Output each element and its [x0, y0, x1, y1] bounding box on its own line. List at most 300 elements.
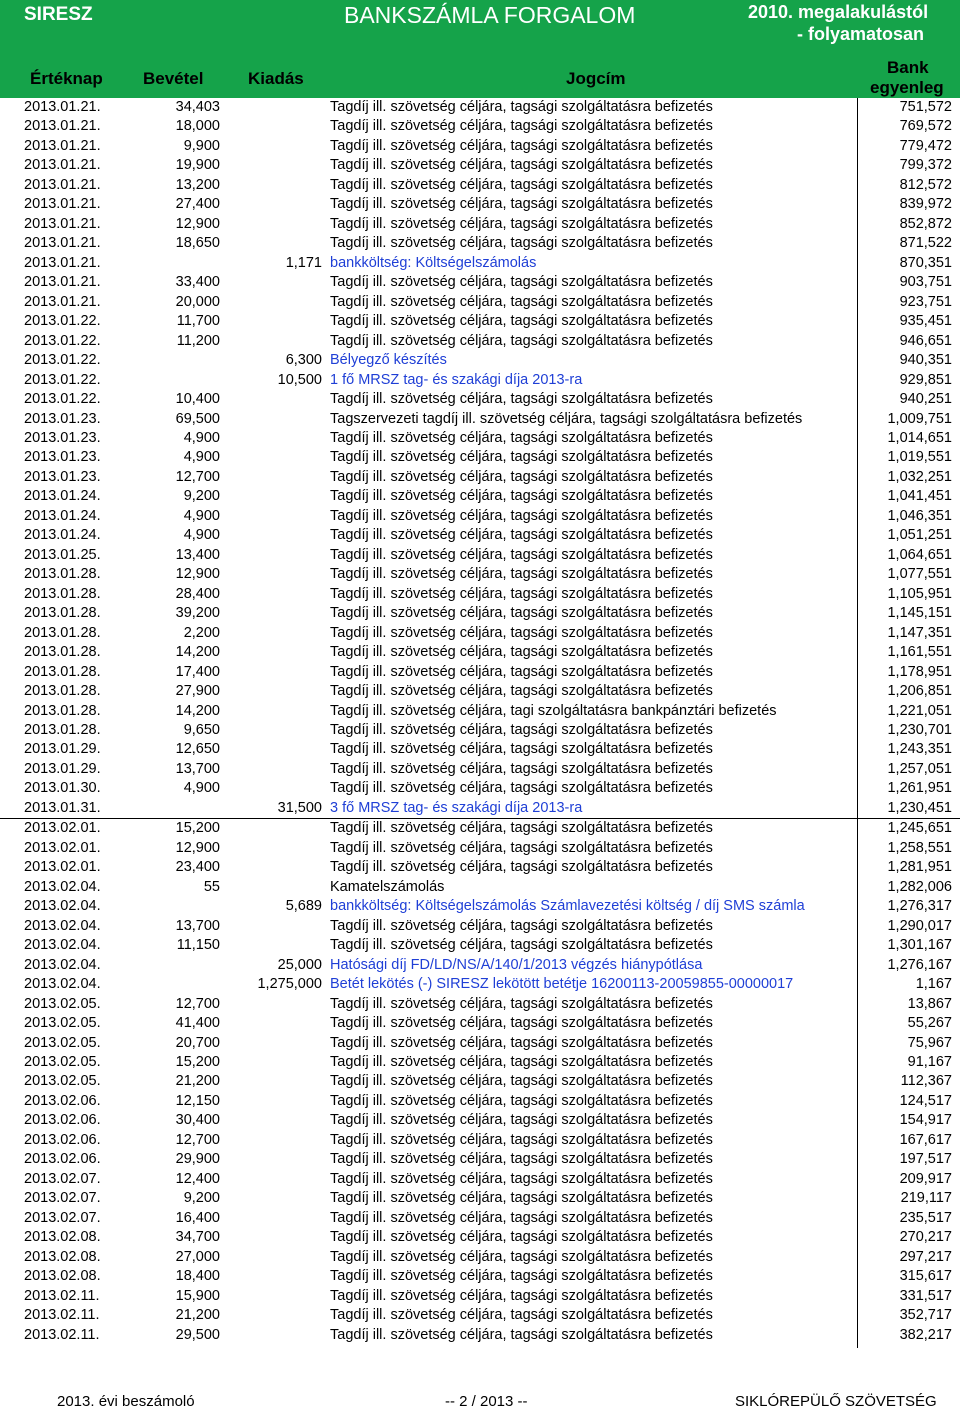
table-row	[0, 1014, 960, 1033]
table-row	[0, 215, 960, 234]
cell-description: Tagdíj ill. szövetség céljára, tagsági szolgáltatásra befizetés	[330, 1170, 713, 1187]
cell-description: Tagdíj ill. szövetség céljára, tagsági szolgáltatásra befizetés	[330, 1229, 713, 1246]
period-label-line2: - folyamatosan	[797, 24, 925, 44]
cell-date: 2013.01.24.	[24, 527, 101, 544]
cell-balance: 1,301,167	[887, 937, 952, 954]
cell-income: 34,700	[175, 1229, 220, 1246]
cell-date: 2013.01.21.	[24, 235, 101, 252]
cell-description: Tagdíj ill. szövetség céljára, tagsági szolgáltatásra befizetés	[330, 1209, 713, 1226]
cell-balance: 112,367	[900, 1073, 952, 1090]
cell-balance: 154,917	[899, 1112, 952, 1129]
cell-description: Tagdíj ill. szövetség céljára, tagsági szolgáltatásra befizetés	[330, 507, 713, 524]
cell-balance: 769,572	[899, 118, 952, 135]
table-row	[0, 1228, 960, 1247]
cell-date: 2013.01.25.	[24, 546, 101, 563]
cell-income: 23,400	[175, 859, 220, 876]
table-row	[0, 371, 960, 390]
cell-expense: 31,500	[277, 799, 322, 816]
cell-income: 19,900	[175, 157, 220, 174]
cell-description: Tagdíj ill. szövetség céljára, tagsági szolgáltatásra befizetés	[330, 429, 713, 446]
cell-income: 15,900	[175, 1287, 220, 1304]
cell-balance: 219,117	[900, 1190, 952, 1207]
table-row	[0, 117, 960, 136]
column-header-income: Bevétel	[143, 69, 204, 88]
cell-date: 2013.01.22.	[24, 371, 101, 388]
cell-date: 2013.01.24.	[24, 488, 101, 505]
cell-income: 14,200	[175, 702, 220, 719]
cell-date: 2013.01.21.	[24, 274, 101, 291]
cell-date: 2013.01.29.	[24, 760, 101, 777]
cell-balance: 1,261,951	[887, 780, 952, 797]
cell-balance: 1,147,351	[887, 624, 952, 641]
cell-expense: 1,275,000	[257, 976, 322, 993]
cell-income: 4,900	[183, 449, 220, 466]
cell-balance: 1,276,167	[887, 956, 952, 973]
cell-date: 2013.02.05.	[24, 1053, 101, 1070]
cell-description: Tagdíj ill. szövetség céljára, tagsági szolgáltatásra befizetés	[330, 1073, 713, 1090]
cell-description: bankköltség: Költségelszámolás Számlavezetési költség / díj SMS számla	[330, 898, 805, 915]
cell-balance: 940,351	[899, 352, 952, 369]
cell-income: 11,150	[176, 937, 220, 954]
table-row	[0, 819, 960, 838]
cell-description: Tagdíj ill. szövetség céljára, tagsági szolgáltatásra befizetés	[330, 995, 713, 1012]
cell-description: Tagdíj ill. szövetség céljára, tagsági szolgáltatásra befizetés	[330, 449, 713, 466]
cell-balance: 1,257,051	[887, 760, 952, 777]
cell-description: Tagdíj ill. szövetség céljára, tagsági szolgáltatásra befizetés	[330, 99, 713, 115]
cell-income: 11,200	[176, 332, 220, 349]
cell-income: 27,400	[175, 196, 220, 213]
cell-description: Tagdíj ill. szövetség céljára, tagsági szolgáltatásra befizetés	[330, 118, 713, 135]
cell-income: 20,000	[175, 293, 220, 310]
cell-date: 2013.02.06.	[24, 1112, 101, 1129]
cell-description: Tagdíj ill. szövetség céljára, tagsági szolgáltatásra befizetés	[330, 683, 713, 700]
cell-date: 2013.01.24.	[24, 507, 101, 524]
cell-balance: 751,572	[899, 99, 952, 115]
cell-balance: 1,206,851	[887, 683, 952, 700]
column-header-description: Jogcím	[566, 69, 626, 88]
cell-balance: 124,517	[899, 1092, 952, 1109]
cell-description: Tagdíj ill. szövetség céljára, tagsági szolgáltatásra befizetés	[330, 332, 713, 349]
cell-date: 2013.02.04.	[24, 956, 101, 973]
cell-balance: 929,851	[899, 371, 952, 388]
cell-balance: 1,276,317	[887, 898, 952, 915]
cell-description: Tagdíj ill. szövetség céljára, tagsági szolgáltatásra befizetés	[330, 741, 713, 758]
cell-income: 9,200	[183, 488, 220, 505]
page-title: BANKSZÁMLA FORGALOM	[344, 2, 636, 28]
table-row	[0, 643, 960, 662]
cell-expense: 6,300	[285, 352, 322, 369]
cell-income: 12,900	[175, 566, 220, 583]
cell-description: Tagdíj ill. szövetség céljára, tagsági szolgáltatásra befizetés	[330, 1248, 713, 1265]
cell-date: 2013.01.23.	[24, 449, 101, 466]
table-row	[0, 1034, 960, 1053]
cell-date: 2013.01.22.	[24, 391, 101, 408]
org-name: SIRESZ	[24, 4, 93, 25]
cell-income: 15,200	[175, 1053, 220, 1070]
cell-income: 12,400	[175, 1170, 220, 1187]
table-row	[0, 1131, 960, 1150]
table-row	[0, 351, 960, 370]
cell-description: Tagdíj ill. szövetség céljára, tagsági szolgáltatásra befizetés	[330, 1092, 713, 1109]
cell-description: Tagdíj ill. szövetség céljára, tagsági szolgáltatásra befizetés	[330, 917, 713, 934]
cell-balance: 1,167	[915, 976, 952, 993]
table-row	[0, 390, 960, 409]
cell-income: 4,900	[183, 527, 220, 544]
cell-date: 2013.02.06.	[24, 1092, 101, 1109]
table-row	[0, 624, 960, 643]
cell-description: Tagdíj ill. szövetség céljára, tagi szolgáltatásra bankpánztári befizetés	[330, 702, 777, 719]
cell-expense: 25,000	[277, 956, 322, 973]
cell-balance: 946,651	[899, 332, 952, 349]
cell-income: 15,200	[175, 820, 220, 837]
table-row	[0, 195, 960, 214]
cell-balance: 1,046,351	[887, 507, 952, 524]
cell-income: 9,900	[183, 137, 220, 154]
cell-income: 20,700	[175, 1034, 220, 1051]
table-row	[0, 936, 960, 955]
cell-description: Tagdíj ill. szövetség céljára, tagsági szolgáltatásra befizetés	[330, 722, 713, 738]
table-row	[0, 565, 960, 584]
cell-balance: 55,267	[907, 1015, 952, 1032]
cell-date: 2013.02.04.	[24, 917, 101, 934]
cell-date: 2013.01.28.	[24, 624, 101, 641]
cell-date: 2013.01.21.	[24, 176, 101, 193]
cell-description: Tagdíj ill. szövetség céljára, tagsági szolgáltatásra befizetés	[330, 215, 713, 232]
table-row	[0, 779, 960, 798]
cell-description: Tagdíj ill. szövetség céljára, tagsági szolgáltatásra befizetés	[330, 760, 713, 777]
cell-description: Tagdíj ill. szövetség céljára, tagsági szolgáltatásra befizetés	[330, 644, 713, 661]
cell-balance: 799,372	[899, 157, 952, 174]
table-row	[0, 98, 960, 117]
table-row	[0, 799, 960, 819]
cell-description: Tagdíj ill. szövetség céljára, tagsági szolgáltatásra befizetés	[330, 820, 713, 837]
cell-description: Tagdíj ill. szövetség céljára, tagsági szolgáltatásra befizetés	[330, 780, 713, 797]
table-row	[0, 604, 960, 623]
footer-page-number: -- 2 / 2013 --	[445, 1393, 528, 1410]
cell-description: Tagdíj ill. szövetség céljára, tagsági szolgáltatásra befizetés	[330, 1112, 713, 1129]
table-row	[0, 760, 960, 779]
cell-description: Tagdíj ill. szövetség céljára, tagsági szolgáltatásra befizetés	[330, 235, 713, 252]
cell-balance: 812,572	[899, 176, 952, 193]
cell-date: 2013.02.05.	[24, 1073, 101, 1090]
table-row	[0, 1306, 960, 1325]
cell-income: 11,700	[176, 313, 220, 330]
cell-description: Tagdíj ill. szövetség céljára, tagsági szolgáltatásra befizetés	[330, 1053, 713, 1070]
table-header	[0, 56, 960, 98]
table-row	[0, 1248, 960, 1267]
cell-balance: 13,867	[907, 995, 952, 1012]
cell-income: 12,150	[175, 1092, 220, 1109]
cell-income: 4,900	[183, 429, 220, 446]
cell-description: bankköltség: Költségelszámolás	[330, 254, 537, 271]
cell-description: Tagdíj ill. szövetség céljára, tagsági szolgáltatásra befizetés	[330, 157, 713, 174]
table-row	[0, 468, 960, 487]
cell-date: 2013.01.29.	[24, 741, 101, 758]
table-row	[0, 176, 960, 195]
cell-date: 2013.01.21.	[24, 215, 101, 232]
cell-expense: 5,689	[285, 898, 322, 915]
cell-description: Tagdíj ill. szövetség céljára, tagsági szolgáltatásra befizetés	[330, 527, 713, 544]
cell-balance: 1,051,251	[887, 527, 952, 544]
cell-description: Tagdíj ill. szövetség céljára, tagsági szolgáltatásra befizetés	[330, 1326, 713, 1343]
footer-report-title: 2013. évi beszámoló	[57, 1393, 195, 1410]
cell-income: 2,200	[183, 624, 220, 641]
cell-balance: 209,917	[899, 1170, 952, 1187]
table-row	[0, 1287, 960, 1306]
table-row	[0, 1170, 960, 1189]
cell-description: Bélyegző készítés	[330, 352, 447, 369]
cell-date: 2013.01.21.	[24, 157, 101, 174]
cell-date: 2013.02.08.	[24, 1229, 101, 1246]
transaction-table	[0, 98, 960, 1345]
table-row	[0, 156, 960, 175]
cell-balance: 1,041,451	[887, 488, 952, 505]
cell-date: 2013.02.11.	[24, 1326, 100, 1343]
cell-date: 2013.02.07.	[24, 1209, 101, 1226]
cell-date: 2013.01.21.	[24, 137, 101, 154]
cell-balance: 1,032,251	[887, 468, 952, 485]
cell-income: 13,200	[175, 176, 220, 193]
cell-description: Tagszervezeti tagdíj ill. szövetség céljára, tagsági szolgáltatásra befizetés	[330, 410, 803, 427]
table-row	[0, 839, 960, 858]
cell-balance: 870,351	[899, 254, 952, 271]
table-row	[0, 1189, 960, 1208]
table-row	[0, 858, 960, 877]
column-header-balance-line2: egyenleg	[870, 78, 944, 97]
cell-balance: 1,105,951	[887, 585, 952, 602]
cell-balance: 382,217	[899, 1326, 952, 1343]
cell-description: Tagdíj ill. szövetség céljára, tagsági szolgáltatásra befizetés	[330, 937, 713, 954]
table-row	[0, 975, 960, 994]
table-row	[0, 1111, 960, 1130]
cell-income: 4,900	[183, 507, 220, 524]
cell-description: Tagdíj ill. szövetség céljára, tagsági szolgáltatásra befizetés	[330, 1268, 713, 1285]
cell-date: 2013.02.04.	[24, 878, 101, 895]
cell-balance: 852,872	[899, 215, 952, 232]
cell-description: Tagdíj ill. szövetség céljára, tagsági szolgáltatásra befizetés	[330, 1131, 713, 1148]
cell-description: Tagdíj ill. szövetség céljára, tagsági szolgáltatásra befizetés	[330, 137, 713, 154]
table-row	[0, 740, 960, 759]
cell-income: 13,400	[175, 546, 220, 563]
cell-income: 9,650	[183, 722, 220, 738]
cell-description: Tagdíj ill. szövetség céljára, tagsági szolgáltatásra befizetés	[330, 1151, 713, 1168]
cell-date: 2013.02.04.	[24, 976, 101, 993]
table-row	[0, 448, 960, 467]
cell-income: 30,400	[175, 1112, 220, 1129]
cell-income: 27,900	[175, 683, 220, 700]
cell-balance: 1,161,551	[887, 644, 952, 661]
column-header-balance-line1: Bank	[887, 58, 929, 77]
cell-date: 2013.02.07.	[24, 1190, 101, 1207]
cell-date: 2013.02.05.	[24, 995, 101, 1012]
column-header-expense: Kiadás	[248, 69, 304, 88]
table-row	[0, 137, 960, 156]
cell-income: 27,000	[175, 1248, 220, 1265]
cell-balance: 270,217	[899, 1229, 952, 1246]
cell-income: 12,650	[175, 741, 220, 758]
table-row	[0, 1150, 960, 1169]
cell-income: 16,400	[175, 1209, 220, 1226]
table-row	[0, 897, 960, 916]
cell-date: 2013.02.06.	[24, 1131, 101, 1148]
cell-balance: 871,522	[899, 235, 952, 252]
cell-income: 29,500	[175, 1326, 220, 1343]
cell-date: 2013.01.28.	[24, 683, 101, 700]
table-row	[0, 1326, 960, 1345]
cell-description: Tagdíj ill. szövetség céljára, tagsági szolgáltatásra befizetés	[330, 391, 713, 408]
cell-description: Betét lekötés (-) SIRESZ lekötött betétje 16200113-20059855-00000017	[330, 976, 794, 993]
cell-description: 3 fő MRSZ tag- és szakági díja 2013-ra	[330, 799, 583, 816]
cell-income: 18,400	[175, 1268, 220, 1285]
cell-date: 2013.01.22.	[24, 313, 101, 330]
table-row	[0, 702, 960, 721]
cell-income: 12,900	[175, 215, 220, 232]
table-row	[0, 429, 960, 448]
cell-income: 21,200	[175, 1307, 220, 1324]
cell-date: 2013.01.22.	[24, 332, 101, 349]
cell-date: 2013.01.31.	[24, 799, 101, 816]
cell-description: Kamatelszámolás	[330, 878, 445, 895]
cell-balance: 1,077,551	[887, 566, 952, 583]
cell-date: 2013.01.22.	[24, 352, 101, 369]
cell-balance: 1,243,351	[887, 741, 952, 758]
cell-balance: 923,751	[899, 293, 952, 310]
cell-date: 2013.01.28.	[24, 702, 101, 719]
cell-description: Tagdíj ill. szövetség céljára, tagsági szolgáltatásra befizetés	[330, 859, 713, 876]
cell-balance: 1,230,701	[887, 722, 952, 738]
cell-balance: 1,245,651	[887, 820, 952, 837]
cell-income: 10,400	[175, 391, 220, 408]
cell-balance: 779,472	[899, 137, 952, 154]
cell-date: 2013.02.01.	[24, 820, 101, 837]
cell-date: 2013.02.08.	[24, 1268, 101, 1285]
table-row	[0, 585, 960, 604]
table-row	[0, 1053, 960, 1072]
cell-balance: 1,064,651	[887, 546, 952, 563]
cell-date: 2013.01.21.	[24, 254, 101, 271]
page-footer	[0, 1393, 960, 1417]
cell-income: 12,700	[175, 468, 220, 485]
cell-date: 2013.01.21.	[24, 293, 101, 310]
cell-description: Tagdíj ill. szövetség céljára, tagsági szolgáltatásra befizetés	[330, 839, 713, 856]
cell-description: Tagdíj ill. szövetség céljára, tagsági szolgáltatásra befizetés	[330, 605, 713, 622]
cell-income: 13,700	[175, 917, 220, 934]
cell-description: Tagdíj ill. szövetség céljára, tagsági szolgáltatásra befizetés	[330, 176, 713, 193]
cell-description: Tagdíj ill. szövetség céljára, tagsági szolgáltatásra befizetés	[330, 468, 713, 485]
cell-date: 2013.01.28.	[24, 605, 101, 622]
table-row	[0, 332, 960, 351]
cell-balance: 1,258,551	[887, 839, 952, 856]
cell-expense: 10,500	[277, 371, 322, 388]
cell-description: Tagdíj ill. szövetség céljára, tagsági szolgáltatásra befizetés	[330, 196, 713, 213]
table-row	[0, 995, 960, 1014]
footer-organization: SIKLÓREPÜLŐ SZÖVETSÉG	[735, 1393, 937, 1410]
cell-description: Tagdíj ill. szövetség céljára, tagsági szolgáltatásra befizetés	[330, 293, 713, 310]
table-row	[0, 526, 960, 545]
cell-balance: 1,230,451	[887, 799, 952, 816]
table-row	[0, 878, 960, 897]
cell-description: Tagdíj ill. szövetség céljára, tagsági szolgáltatásra befizetés	[330, 566, 713, 583]
cell-date: 2013.01.23.	[24, 468, 101, 485]
cell-income: 18,650	[175, 235, 220, 252]
cell-balance: 935,451	[899, 313, 952, 330]
table-row	[0, 293, 960, 312]
cell-date: 2013.01.28.	[24, 585, 101, 602]
cell-date: 2013.02.11.	[24, 1287, 100, 1304]
cell-date: 2013.02.06.	[24, 1151, 101, 1168]
cell-balance: 1,221,051	[887, 702, 952, 719]
cell-balance: 91,167	[907, 1053, 952, 1070]
cell-date: 2013.02.07.	[24, 1170, 101, 1187]
table-row	[0, 917, 960, 936]
cell-date: 2013.01.23.	[24, 410, 101, 427]
cell-description: Tagdíj ill. szövetség céljára, tagsági szolgáltatásra befizetés	[330, 1190, 713, 1207]
cell-description: Tagdíj ill. szövetség céljára, tagsági szolgáltatásra befizetés	[330, 663, 713, 680]
cell-date: 2013.01.28.	[24, 663, 101, 680]
table-row	[0, 663, 960, 682]
cell-income: 12,700	[175, 1131, 220, 1148]
table-row	[0, 507, 960, 526]
cell-income: 12,700	[175, 995, 220, 1012]
cell-income: 28,400	[175, 585, 220, 602]
table-row	[0, 487, 960, 506]
table-row	[0, 410, 960, 429]
cell-date: 2013.02.04.	[24, 937, 101, 954]
cell-income: 9,200	[183, 1190, 220, 1207]
cell-balance: 297,217	[899, 1248, 952, 1265]
cell-expense: 1,171	[285, 254, 322, 271]
cell-income: 14,200	[175, 644, 220, 661]
cell-income: 41,400	[175, 1015, 220, 1032]
table-row	[0, 1209, 960, 1228]
cell-income: 18,000	[175, 118, 220, 135]
cell-date: 2013.01.28.	[24, 722, 101, 738]
cell-date: 2013.02.08.	[24, 1248, 101, 1265]
cell-balance: 1,281,951	[887, 859, 952, 876]
table-row	[0, 312, 960, 331]
cell-description: Tagdíj ill. szövetség céljára, tagsági szolgáltatásra befizetés	[330, 274, 713, 291]
cell-date: 2013.01.23.	[24, 429, 101, 446]
cell-description: Tagdíj ill. szövetség céljára, tagsági szolgáltatásra befizetés	[330, 1015, 713, 1032]
table-row	[0, 546, 960, 565]
cell-income: 34,403	[175, 99, 220, 115]
cell-date: 2013.01.21.	[24, 99, 101, 115]
cell-income: 21,200	[175, 1073, 220, 1090]
cell-balance: 1,290,017	[887, 917, 952, 934]
cell-date: 2013.02.11.	[24, 1307, 100, 1324]
cell-income: 33,400	[175, 274, 220, 291]
cell-income: 12,900	[175, 839, 220, 856]
cell-income: 4,900	[183, 780, 220, 797]
cell-balance: 903,751	[899, 274, 952, 291]
cell-balance: 1,009,751	[887, 410, 952, 427]
cell-date: 2013.01.28.	[24, 644, 101, 661]
cell-description: Tagdíj ill. szövetség céljára, tagsági szolgáltatásra befizetés	[330, 488, 713, 505]
cell-description: Tagdíj ill. szövetség céljára, tagsági szolgáltatásra befizetés	[330, 585, 713, 602]
cell-description: Tagdíj ill. szövetség céljára, tagsági szolgáltatásra befizetés	[330, 546, 713, 563]
cell-date: 2013.02.04.	[24, 898, 101, 915]
table-row	[0, 254, 960, 273]
cell-income: 69,500	[175, 410, 220, 427]
column-header-date: Értéknap	[30, 69, 103, 88]
cell-income: 39,200	[175, 605, 220, 622]
cell-date: 2013.01.28.	[24, 566, 101, 583]
cell-description: 1 fő MRSZ tag- és szakági díja 2013-ra	[330, 371, 583, 388]
cell-balance: 1,019,551	[887, 449, 952, 466]
cell-income: 29,900	[175, 1151, 220, 1168]
cell-balance: 1,282,006	[887, 878, 952, 895]
cell-balance: 1,178,951	[887, 663, 952, 680]
